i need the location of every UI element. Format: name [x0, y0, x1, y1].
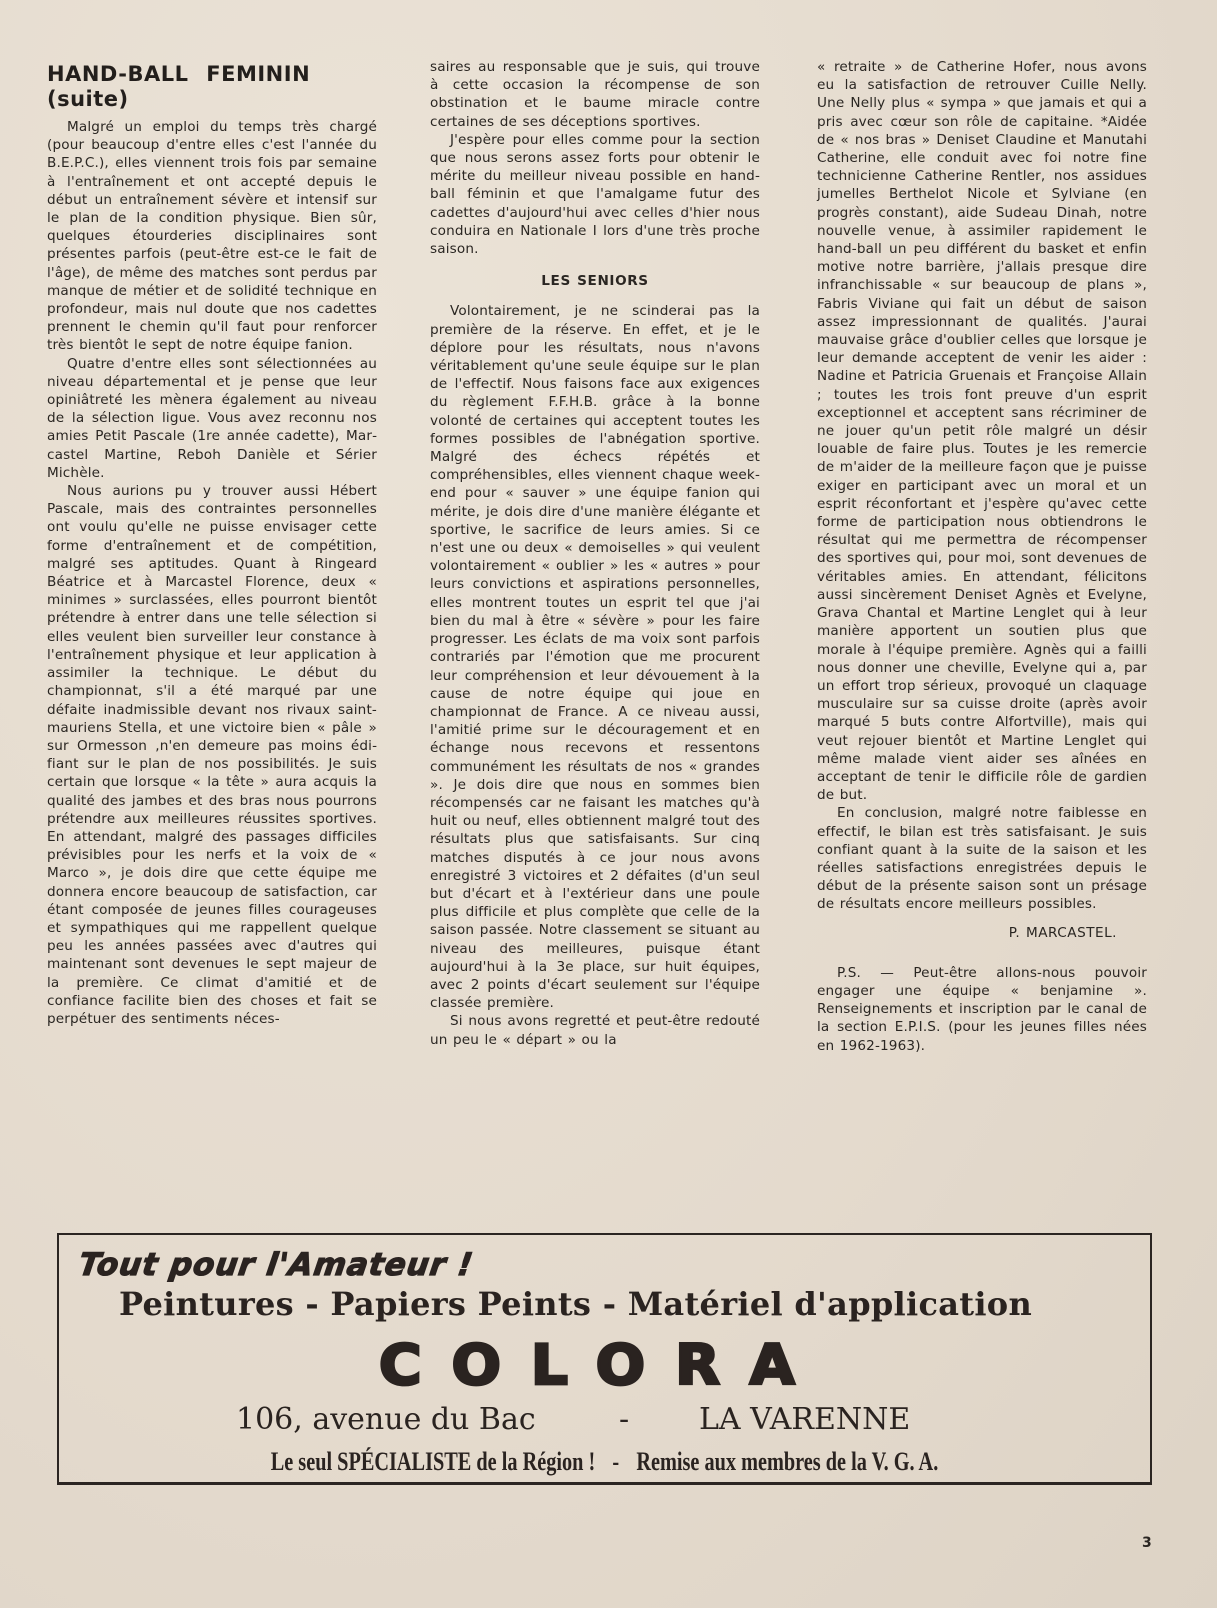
article-column-1: [47, 62, 377, 1028]
ad-tagline-specialist: Le seul SPÉCIALISTE de la Région !: [270, 1447, 596, 1476]
ad-address-separator: -: [619, 1402, 630, 1437]
paragraph-continued: « retraite » de Catherine Hofer, nous avons eu la satisfaction de retrouver Cuille Nelly. Une Nelly plus « sympa » que jamais et qui a pris avec cœur son rôle de capitaine. *Aidée de « nos bras » Deniset Claudine et Manutahi Catherine, elle conduit avec foi notre fine technicienne Catherine Rentler, nos assidues jumelles Berthelot Nicole et Sylviane (en progrès constant), aide Sudeau Dinah, notre nouvelle venue, à assimiler rapidement le hand-ball un peu différent du basket et enfin motive notre barrière, j'allais presque dire infranchissable « sur beaucoup de plans », Fabris Viviane qui fait un début de saison assez impressionnant de qualités. J'aurai mauvaise grâce d'oublier celles que lorsque je leur demande acceptent de venir les aider : Nadine et Patricia Gruenais et Françoise Allain ; toutes les trois font preuve d'un esprit exceptionnel et acceptent sans récriminer de ne jouer qu'un petit rôle malgré un désir louable de faire plus. Toutes je les remercie de m'aider de la meilleure façon que je puisse exiger en participant avec un moral et un esprit réconfortant et j'espère qu'avec cette forme de participation nous obtiendrons le résultat qui me permettra de récompenser des sportives qui, pour moi, sont devenues de véritables amies. En attendant, félicitons aussi sincèrement Deniset Agnès et Evelyne, Grava Chantal et Martine Lenglet qui à leur manière apportent un soutien plus que morale à l'équipe première. Agnès qui a failli nous donner une cheville, Evelyne qui a, par un effort trop sérieux, provoqué un claquage musculaire sur sa cuisse droite (après avoir marqué 5 buts contre Alfortville), mais qui veut rejouer bientôt et Martine Lenglet qui même malade vient aider ses aînées en acceptant de tenir le difficile rôle de gardien de but.: [817, 59, 1147, 804]
ad-products: Peintures - Papiers Peints - Matériel d'application: [119, 1285, 1033, 1323]
ad-brand-name: COLORA: [379, 1332, 825, 1398]
postscript: P.S. — Peut-être allons-nous pouvoir engager une équipe « benjamine ». Renseignements et inscription par le canal de la section E.P.I.S. (pour les jeunes filles nées en 1962-1963).: [817, 964, 1147, 1054]
page-number: 3: [1142, 1535, 1152, 1551]
article-column-3: [817, 58, 1147, 1055]
advertisement-box: [57, 1233, 1152, 1485]
article-column-2: [430, 58, 760, 1049]
article-title-main: HAND-BALL FEMININ: [47, 62, 311, 86]
ad-slogan: Tout pour l'Amateur !: [76, 1247, 476, 1283]
ad-tagline-discount: Remise aux membres de la V. G. A.: [636, 1447, 939, 1476]
paragraph: Volontairement, je ne scinderai pas la première de la réserve. En effet, et je le déplore pour les résultats, nous n'avons véritablement qu'une seule équipe sur le plan de l'effectif. Nous faisons face aux exigences du règlement F.F.H.B. grâce à la bonne volonté de certaines qui acceptent toutes les formes possibles de l'abnégation sportive. Malgré des échecs répétés et compréhensibles, elles viennent chaque week-end pour « sauver » une équipe fanion qui mérite, je dois dire d'une manière élégante et sportive, le sacrifice de leurs amies. Si ce n'est une ou deux « demoiselles » qui veulent volontairement « oublier » les « autres » pour leurs convictions et aspirations personnelles, elles montrent toutes un esprit tel que j'ai bien du mal à être « sévère » pour les faire progresser. Les éclats de ma voix sont parfois contrariés par l'émotion que me procurent leur compréhension et leur dévouement à la cause de notre équipe qui joue en championnat de France. A ce niveau aussi, l'amitié prime sur le découragement et en échange nous recevons et ressentons communément les résultats de nos « grandes ». Je dois dire que nous en sommes bien récompensés car ne faisant les matches qu'à huit ou neuf, elles obtiennent malgré tout des résultats plus que satisfaisants. Sur cinq matches disputés à ce jour nous avons enregistré 3 victoires et 2 défaites (d'un seul but d'écart et à l'extérieur dans une poule plus difficile et plus complète que celle de la saison passée. Notre classement se situant au niveau des meilleures, puisque étant aujourd'hui à la 3e place, sur huit équipes, avec 2 points d'écart seulement sur l'équipe classée première.: [430, 303, 760, 1012]
paragraph: En conclusion, malgré notre faiblesse en effectif, le bilan est très satisfaisant. Je suis confiant quant à la suite de la saison et les réelles satisfactions enregistrées depuis le début de la présente saison sont un présage de résultats encore meilleurs possibles.: [817, 805, 1147, 913]
paragraph: J'espère pour elles comme pour la section que nous serons assez forts pour obtenir le mérite du meilleur niveau possible en hand-ball féminin et que l'amalgame futur des cadettes d'aujourd'hui avec celles d'hier nous conduira en Nationale I lors d'une très proche saison.: [430, 131, 760, 258]
paragraph-continued: saires au responsable que je suis, qui trouve à cette occasion la récompense de son obstination et le baume miracle contre certaines de ses déceptions sportives.: [430, 59, 760, 130]
ad-tagline-separator: -: [612, 1447, 620, 1476]
article-title: [47, 62, 377, 112]
paragraph: Nous aurions pu y trouver aussi Hébert Pascale, mais des contraintes personnelles ont voulu qu'elle ne puisse envisager cette forme d'entraînement et de compétition, malgré ses aptitudes. Quant à Ringeard Béatrice et à Marcastel Florence, deux « minimes » surclassées, elles pourront bientôt prétendre à entrer dans une telle sélection si elles veulent bien surveiller leur constance à l'entraînement physique et leur application à assimiler la technique. Le début du championnat, s'il a été marqué par une défaite inadmissible devant nos rivaux saint-mauriens Stella, et une victoire bien « pâle » sur Ormesson ,n'en demeure pas moins édifiant sur le plan de nos possibilités. Je suis certain que lorsque « la tête » aura acquis la qualité des jambes et des bras nous pourrons prétendre aux meilleures réussites sportives. En attendant, malgré des passages difficiles prévisibles pour les nerfs et la voix de « Marco », je dois dire que cette équipe me donnera encore beaucoup de satisfaction, car étant composée de jeunes filles courageuses et sympathiques qui me rappellent quelque peu les années passées avec d'autres qui maintenant sont devenues le sept majeur de la première. Ce climat d'amitié et de confiance facilite bien des choses et fait se perpétuer des sentiments néces-: [47, 483, 377, 1027]
ad-address-street: 106, avenue du Bac: [236, 1402, 536, 1437]
ad-tagline: [179, 1447, 1030, 1477]
article-title-subtitle: (suite): [47, 87, 129, 111]
ad-address-town: LA VARENNE: [699, 1402, 911, 1437]
author-signature: P. MARCASTEL.: [1008, 924, 1117, 941]
section-heading-seniors: LES SENIORS: [541, 273, 649, 290]
paragraph: Malgré un emploi du temps très chargé (pour beaucoup d'entre elles c'est l'année du B.E.P.C.), elles viennent trois fois par semaine à l'entraînement et ont accepté depuis le début un entraînement sévère et intensif sur le plan de la condition physique. Bien sûr, quelques étourderies disciplinaires sont présentes parfois (peut-être est-ce le fait de l'âge), de même des matches sont perdus par manque de métier et de solidité technique en profondeur, mais nul doute que nos cadettes prennent le chemin qu'il faut pour renforcer très bientôt le sept de notre équipe fanion.: [47, 119, 377, 354]
paragraph: Si nous avons regretté et peut-être redouté un peu le « départ » ou la: [430, 1013, 760, 1048]
paragraph: Quatre d'entre elles sont sélectionnées au niveau départemental et je pense que leur opiniâtreté les mènera également au niveau de la sélection ligue. Vous avez reconnu nos amies Petit Pascale (1re année cadette), Marcastel Martine, Reboh Danièle et Sérier Michèle.: [47, 355, 377, 481]
